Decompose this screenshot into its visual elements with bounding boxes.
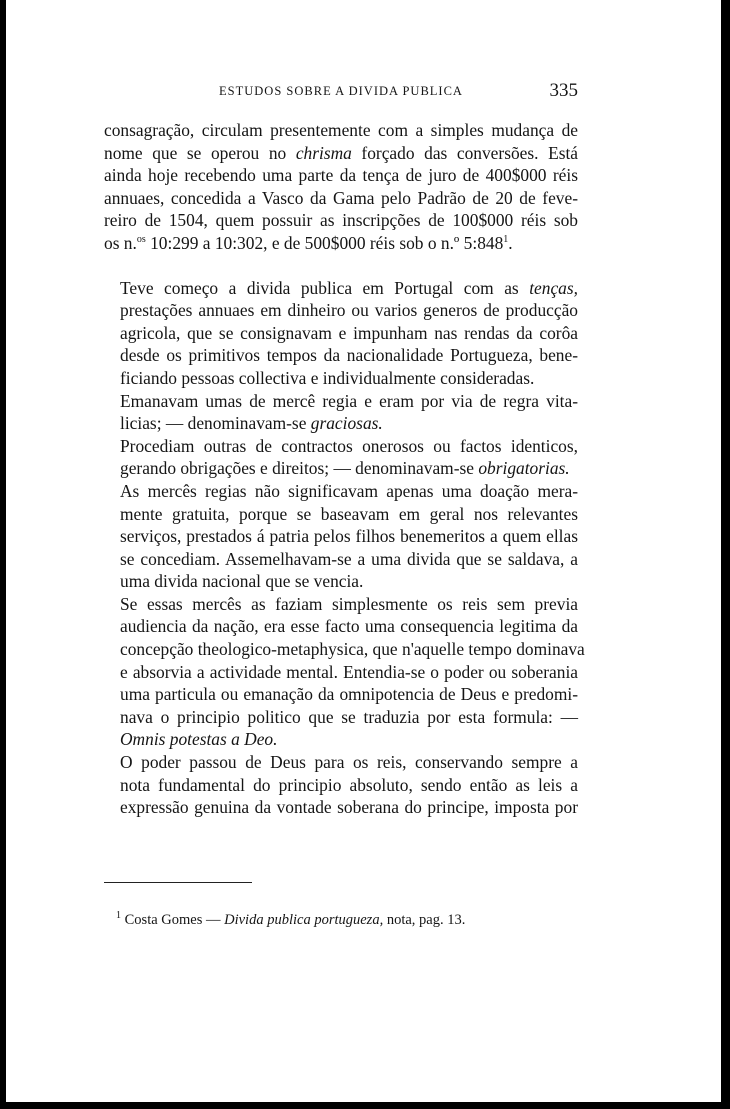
paragraph [104,277,578,390]
text-line: e absorvia a actividade mental. Entendia-se o poder ou soberania [120,661,578,682]
text-line: licias; — denominavam-se graciosas. [120,413,383,434]
footnote-marker: 1 [116,910,121,922]
text-line: Teve começo a divida publica em Portugal com as tenças, [120,277,578,298]
text-line: mente gratuita, porque se baseavam em geral nos relevantes [120,503,578,524]
text-line: serviços, prestados á patria pelos filhos benemeritos a quem ellas [120,526,578,547]
text-line: uma divida nacional que se vencia. [120,571,364,592]
text-line: consagração, circulam presentemente com a simples mudança de [104,120,578,140]
text-line: nava o principio politico que se traduzia por esta formula: — [120,706,578,727]
text-line: prestações annuaes em dinheiro ou varios generos de producção [120,300,578,321]
text-line: Se essas mercês as faziam simplesmente os reis sem previa [120,593,578,614]
main-text [104,119,585,819]
paragraph [104,593,585,751]
page-header [104,80,578,104]
footnote [116,910,586,930]
text-line: Procediam outras de contractos onerosos ou factos identicos, [120,435,578,456]
text-line: Emanavam umas de mercê regia e eram por via de regra vita- [120,390,578,411]
text-fragment: graciosas. [310,413,383,434]
footnote-title: Divida publica portugueza, [224,912,384,928]
paragraph [104,480,578,593]
text-line: desde os primitivos tempos da nacionalidade Portugueza, bene- [120,345,578,366]
text-line: os n.$^{os}$ 10:299 a 10:302, e de 500$000 réis sob o n.º $5:848^1$. [104,232,513,253]
text-line: expressão genuina da vontade soberana do principe, imposta por [120,797,578,818]
text-line: O poder passou de Deus para os reis, conservando sempre a [120,752,578,773]
text-line: gerando obrigações e direitos; — denominavam-se obrigatorias. [120,458,570,479]
footnote-rest: nota, pag. 13. [386,912,466,928]
paragraph [104,435,578,480]
text-fragment: obrigatorias. [478,458,570,479]
page-number: 335 [549,80,578,101]
running-title: ESTUDOS SOBRE A DIVIDA PUBLICA [219,84,463,98]
text-fragment: tenças, [529,277,578,298]
text-line: nome que se operou no chrisma forçado das conversões. Está [104,142,579,163]
text-line: ainda hoje recebendo uma parte da tença de juro de 400$000 réis [104,165,578,186]
text-line: ficiando pessoas collectiva e individualmente consideradas. [120,367,535,388]
paragraph [104,119,578,255]
scan-border-left [0,0,6,1109]
text-line: agricola, que se consignavam e impunham nas rendas da corôa [120,322,578,343]
text-line: nota fundamental do principio absoluto, sendo então as leis a [120,774,578,795]
text-line: As mercês regias não significavam apenas uma doação mera- [120,480,578,501]
text-line: annuaes, concedida a Vasco da Gama pelo Padrão de 20 de feve- [104,187,578,208]
scan-border-bottom [0,1102,730,1109]
text-fragment: chrisma [295,142,352,163]
footnote-ref[interactable]: 1 [503,234,509,246]
footnote-author: Costa Gomes — [124,912,221,928]
footnote-divider [104,882,252,883]
paragraph [104,751,578,819]
paragraph [104,390,578,435]
text-line: Omnis potestas a Deo. [120,729,278,750]
text-line: se concediam. Assemelhavam-se a uma divida que se saldava, a [120,548,578,569]
text-line: reiro de 1504, quem possuir as inscripções de 100$000 réis sob [104,210,578,231]
text-line: concepção theologico-metaphysica, que n'aquelle tempo dominava [120,639,585,660]
scan-border-right [721,0,730,1109]
text-line: uma particula ou emanação da omnipotencia de Deus e predomi- [120,684,578,705]
text-line: audiencia da nação, era esse facto uma consequencia legitima da [120,616,578,637]
